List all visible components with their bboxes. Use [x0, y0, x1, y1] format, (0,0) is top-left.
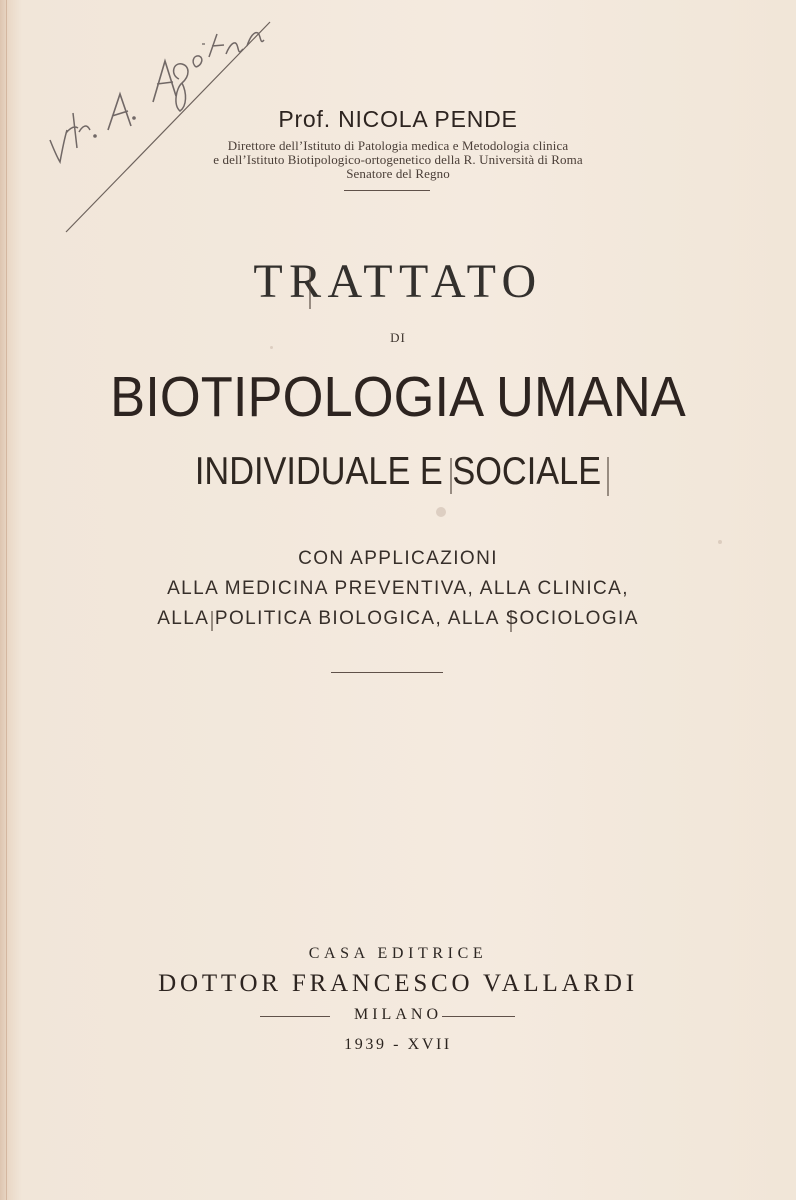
book-subtitle: INDIVIDUALE E SOCIALE	[194, 450, 602, 493]
author-divider	[344, 190, 430, 191]
publication-city: MILANO	[354, 1006, 442, 1023]
author-affiliation-line-3: Senatore del Regno	[346, 166, 450, 181]
print-mark	[607, 457, 609, 496]
applications-line-3: ALLA POLITICA BIOLOGICA, ALLA SOCIOLOGIA	[157, 608, 639, 629]
title-connector: DI	[390, 330, 406, 345]
applications-line-2: ALLA MEDICINA PREVENTIVA, ALLA CLINICA,	[167, 578, 629, 599]
publisher-label: CASA EDITRICE	[308, 945, 488, 962]
author-name: Prof. NICOLA PENDE	[278, 106, 518, 132]
title-main: TRATTATO	[253, 255, 543, 308]
print-mark	[450, 458, 452, 494]
paper-speck	[436, 507, 446, 517]
book-title: BIOTIPOLOGIA UMANA	[110, 365, 686, 429]
content-divider	[331, 672, 443, 673]
author-affiliation-line-2: e dell’Istituto Biotipologico-ortogenetico della R. Università di Roma	[213, 152, 583, 167]
paper-speck	[270, 346, 273, 349]
paper-speck	[718, 540, 722, 544]
city-divider-right	[442, 1016, 515, 1017]
author-affiliation-line-1: Direttore dell’Istituto di Patologia medica e Metodologia clinica	[227, 138, 569, 153]
applications-line-1: CON APPLICAZIONI	[298, 548, 498, 569]
publisher-name: DOTTOR FRANCESCO VALLARDI	[158, 970, 638, 997]
publication-year: 1939 - XVII	[344, 1036, 452, 1053]
print-mark	[309, 269, 311, 309]
